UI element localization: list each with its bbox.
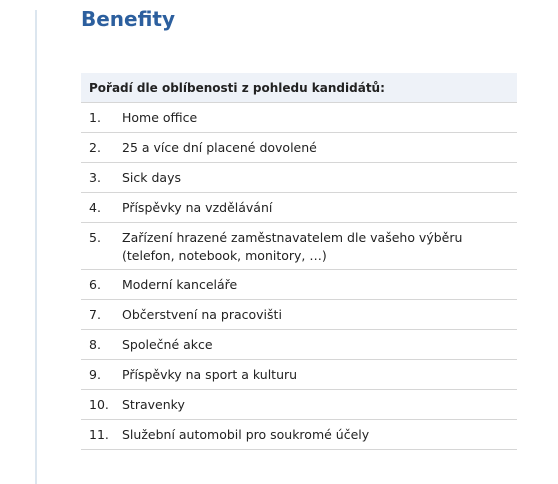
table-header: Pořadí dle oblíbenosti z pohledu kandidátů: <box>81 73 517 103</box>
row-text: Home office <box>122 110 198 125</box>
row-number: 6. <box>89 277 101 292</box>
row-text: Zařízení hrazené zaměstnavatelem dle vašeho výběru (telefon, notebook, monitory, …) <box>122 230 463 263</box>
left-divider <box>35 10 37 484</box>
benefits-table <box>81 73 517 450</box>
row-number: 9. <box>89 367 101 382</box>
row-text: 25 a více dní placené dovolené <box>122 140 317 155</box>
page-title: Benefity <box>81 7 176 31</box>
row-number: 5. <box>89 230 101 245</box>
table-row <box>81 270 517 300</box>
row-text: Příspěvky na vzdělávání <box>122 200 273 215</box>
table-row <box>81 390 517 420</box>
row-text: Příspěvky na sport a kulturu <box>122 367 298 382</box>
row-number: 7. <box>89 307 101 322</box>
row-number: 3. <box>89 170 101 185</box>
table-row <box>81 163 517 193</box>
table-row <box>81 360 517 390</box>
row-text: Společné akce <box>122 337 213 352</box>
row-text: Sick days <box>122 170 181 185</box>
row-text: Stravenky <box>122 397 185 412</box>
table-row <box>81 103 517 133</box>
row-number: 8. <box>89 337 101 352</box>
row-number: 10. <box>89 397 109 412</box>
row-text: Služební automobil pro soukromé účely <box>122 427 370 442</box>
table-row <box>81 330 517 360</box>
table-row <box>81 420 517 450</box>
table-row <box>81 193 517 223</box>
row-number: 1. <box>89 110 101 125</box>
row-number: 4. <box>89 200 101 215</box>
table-row <box>81 133 517 163</box>
row-text: Občerstvení na pracovišti <box>122 307 282 322</box>
row-text: Moderní kanceláře <box>122 277 238 292</box>
table-row <box>81 300 517 330</box>
row-number: 2. <box>89 140 101 155</box>
table-row <box>81 223 517 270</box>
row-number: 11. <box>89 427 109 442</box>
